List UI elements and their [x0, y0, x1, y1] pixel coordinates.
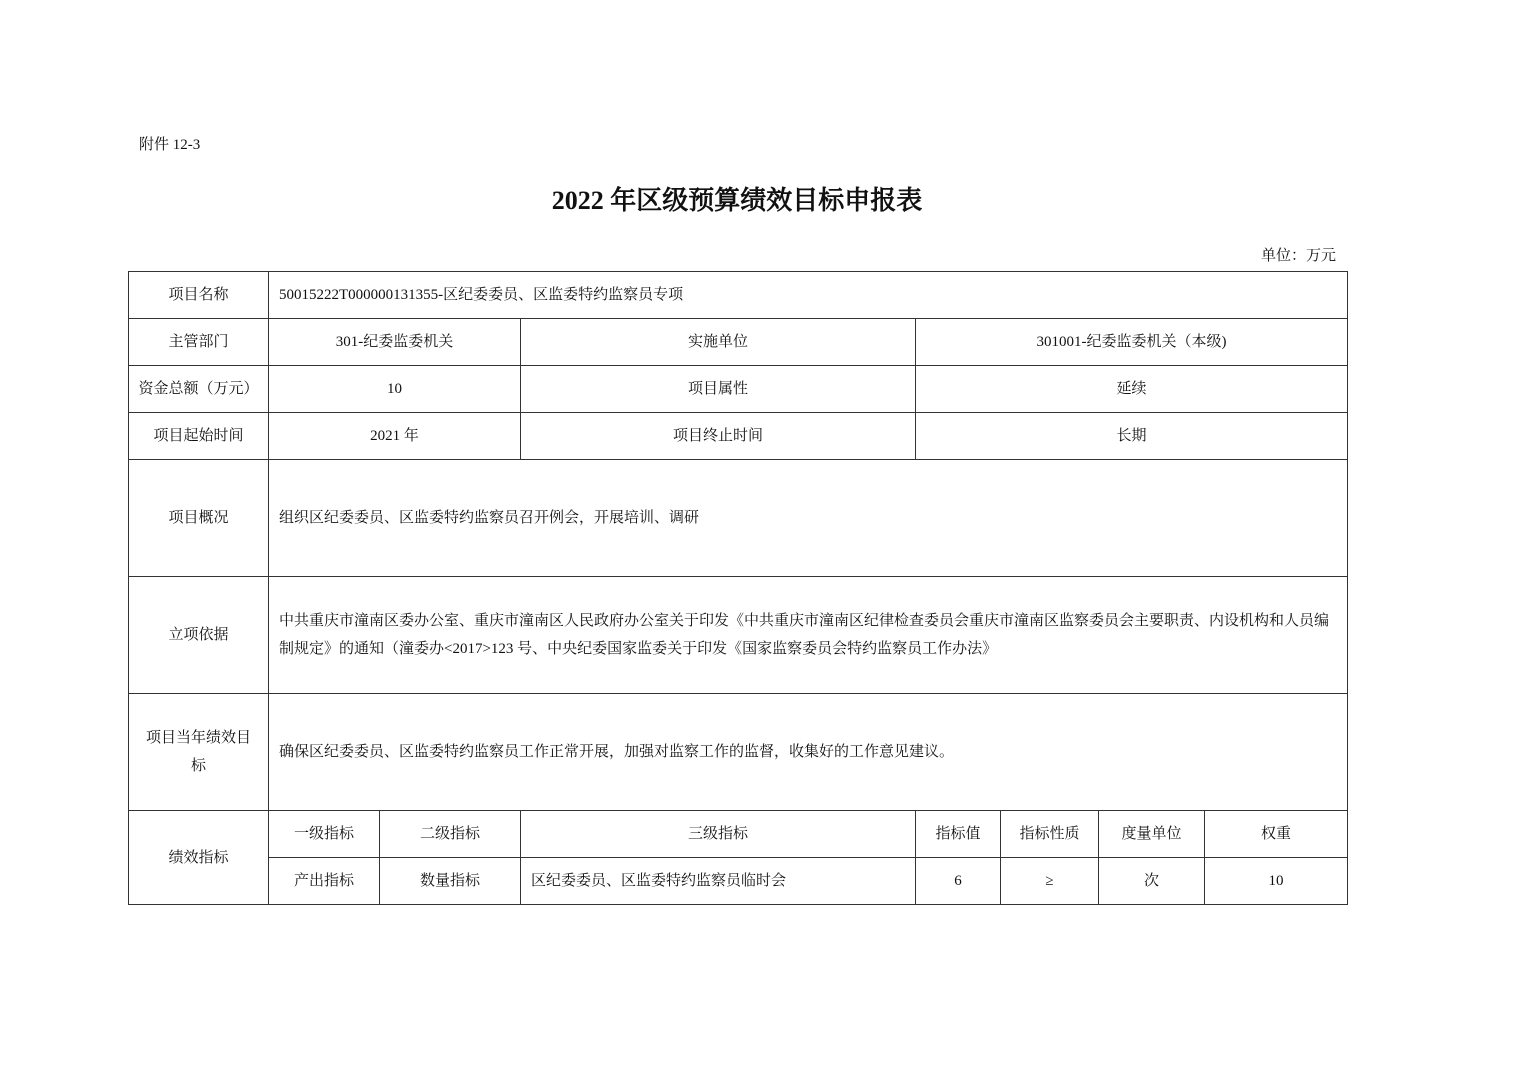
row-project-name — [129, 272, 1348, 319]
dept-value: 301-纪委监委机关 — [269, 319, 521, 366]
row-period — [129, 413, 1348, 460]
attr-value: 延续 — [916, 366, 1348, 413]
header-weight: 权重 — [1205, 811, 1348, 858]
indicator-weight: 10 — [1205, 858, 1348, 905]
page-title: 2022 年区级预算绩效目标申报表 — [551, 186, 923, 215]
header-value: 指标值 — [916, 811, 1001, 858]
header-level3: 三级指标 — [521, 811, 916, 858]
impl-label: 实施单位 — [521, 319, 916, 366]
end-label: 项目终止时间 — [521, 413, 916, 460]
row-fund — [129, 366, 1348, 413]
start-value: 2021 年 — [269, 413, 521, 460]
indicator-nature: ≥ — [1001, 858, 1099, 905]
indicator-level3: 区纪委委员、区监委特约监察员临时会 — [521, 858, 916, 905]
attachment-number: 附件 12-3 — [139, 137, 201, 153]
table-row — [129, 858, 1348, 905]
fund-value: 10 — [269, 366, 521, 413]
overview-label: 项目概况 — [129, 460, 269, 577]
indicator-level1: 产出指标 — [269, 858, 380, 905]
attr-label: 项目属性 — [521, 366, 916, 413]
fund-label: 资金总额（万元） — [129, 366, 269, 413]
basis-label: 立项依据 — [129, 577, 269, 694]
basis-value: 中共重庆市潼南区委办公室、重庆市潼南区人民政府办公室关于印发《中共重庆市潼南区纪律检查委员会重庆市潼南区监察委员会主要职责、内设机构和人员编制规定》的通知（潼委办<2017>123 号、中央纪委国家监委关于印发《国家监察委员会特约监察员工作办法》 — [269, 577, 1348, 694]
project-name-value: 50015222T000000131355-区纪委委员、区监委特约监察员专项 — [269, 272, 1348, 319]
header-level1: 一级指标 — [269, 811, 380, 858]
unit-note: 单位：万元 — [1260, 248, 1336, 264]
project-name-label: 项目名称 — [129, 272, 269, 319]
row-indicator-headers — [129, 811, 1348, 858]
goal-value: 确保区纪委委员、区监委特约监察员工作正常开展，加强对监察工作的监督，收集好的工作意见建议。 — [269, 694, 1348, 811]
row-department — [129, 319, 1348, 366]
goal-label: 项目当年绩效目标 — [129, 694, 269, 811]
indicator-value: 6 — [916, 858, 1001, 905]
dept-label: 主管部门 — [129, 319, 269, 366]
indicator-level2: 数量指标 — [380, 858, 521, 905]
performance-target-table — [128, 271, 1348, 905]
overview-value: 组织区纪委委员、区监委特约监察员召开例会，开展培训、调研 — [269, 460, 1348, 577]
end-value: 长期 — [916, 413, 1348, 460]
impl-value: 301001-纪委监委机关（本级) — [916, 319, 1348, 366]
header-nature: 指标性质 — [1001, 811, 1099, 858]
row-goal — [129, 694, 1348, 811]
indicators-label: 绩效指标 — [129, 811, 269, 905]
row-basis — [129, 577, 1348, 694]
indicator-unit: 次 — [1099, 858, 1205, 905]
start-label: 项目起始时间 — [129, 413, 269, 460]
header-unit: 度量单位 — [1099, 811, 1205, 858]
header-level2: 二级指标 — [380, 811, 521, 858]
row-overview — [129, 460, 1348, 577]
